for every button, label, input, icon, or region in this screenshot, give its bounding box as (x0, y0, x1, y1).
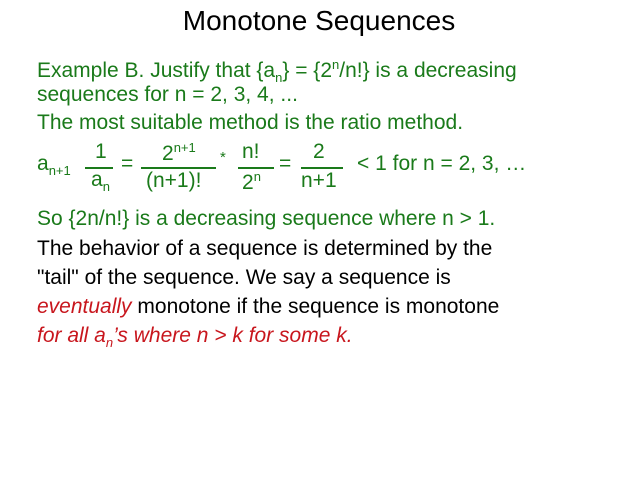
example-line-1: Example B. Justify that $\{a_n\} = \{2^n/n!\}$ is a decreasing (37, 57, 517, 86)
eq-equals-2: = (279, 152, 292, 175)
paragraph-line-1: The behavior of a sequence is determined by the (37, 237, 493, 260)
example-line-2: sequences for n = 2, 3, 4, ... (37, 83, 298, 106)
paragraph-line-2: "tail" of the sequence. We say a sequence is (37, 266, 451, 289)
eq-den-1: (n+1)! (146, 169, 202, 192)
eq-num-2: n! (242, 140, 260, 163)
eq-equals-1: = (121, 152, 134, 175)
paragraph-line-4: for all $a_n’s$ where n > k for some k. (37, 324, 353, 351)
eq-times: * (220, 149, 226, 166)
example-line-3: The most suitable method is the ratio method. (37, 111, 464, 134)
eq-den-3: n+1 (301, 169, 337, 192)
eventually-text: eventually (37, 295, 132, 318)
paragraph-line-3: eventually monotone if the sequence is monotone (37, 295, 500, 318)
eq-lhs: $a_{n+1}$ (37, 152, 71, 179)
conclusion: So {2n/n!} is a decreasing sequence where n > 1. (37, 207, 496, 230)
eq-one: 1 (95, 140, 107, 163)
eq-tail: < 1 for n = 2, 3, … (357, 152, 527, 175)
eq-den-2: 2$^n$ (242, 169, 261, 194)
eq-num-1: $2^{n+1}$ (162, 140, 196, 165)
slide-title: Monotone Sequences (182, 5, 456, 36)
eq-an: $a_n$ (91, 168, 110, 195)
eq-num-3: 2 (313, 140, 325, 163)
